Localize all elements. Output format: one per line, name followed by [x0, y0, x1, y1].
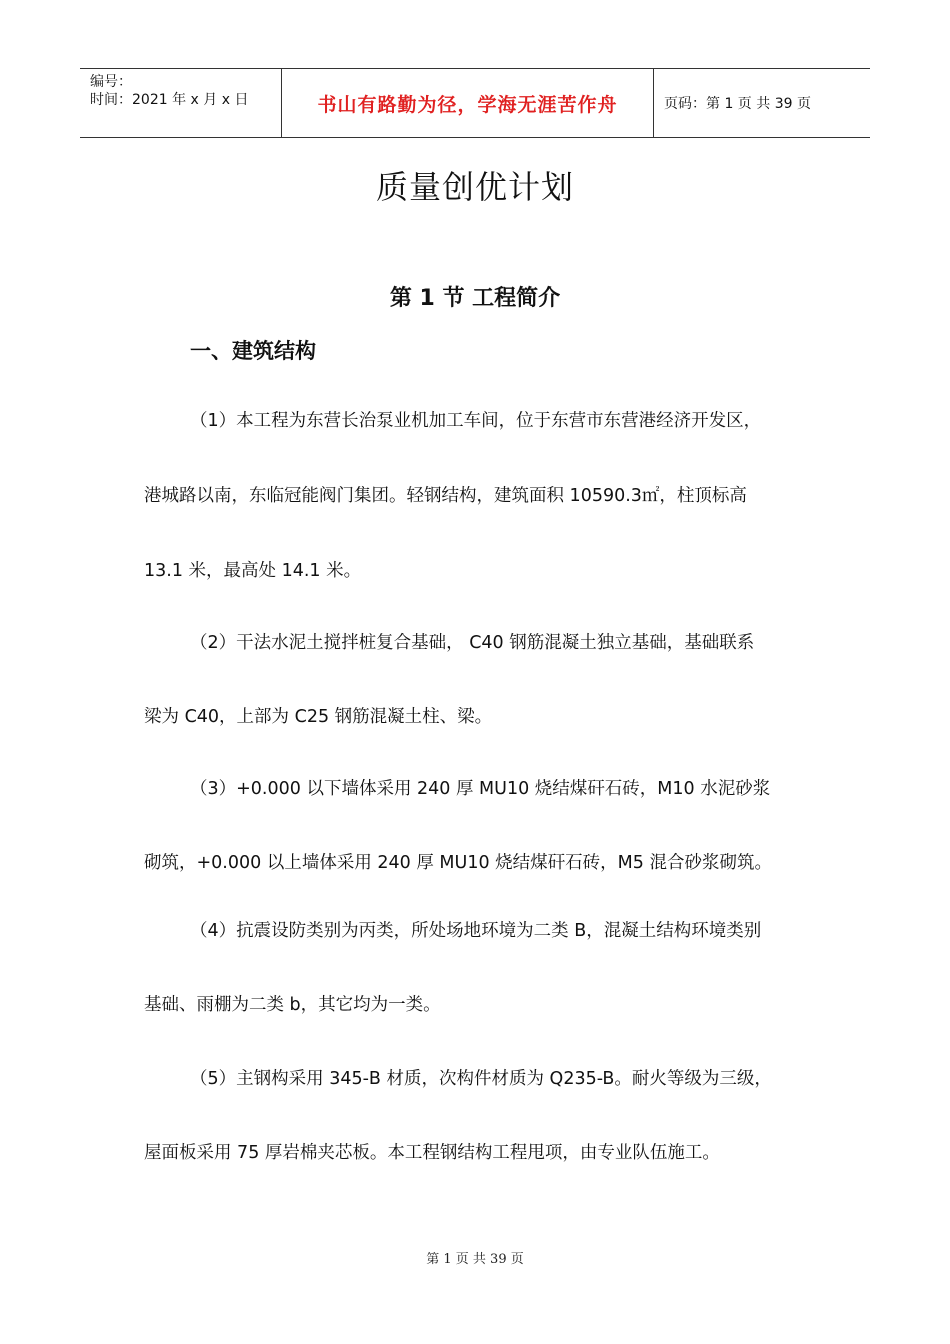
page-footer: 第 1 页 共 39 页: [426, 1252, 524, 1267]
subsection-heading: 一、建筑结构: [190, 339, 316, 363]
paragraph-line: （4）抗震设防类别为丙类，所处场地环境为二类 B，混凝土结构环境类别: [190, 921, 762, 941]
paragraph-line: （2）干法水泥土搅拌桩复合基础， C40 钢筋混凝土独立基础，基础联系: [190, 633, 755, 653]
serial-label: 编号：: [90, 74, 132, 90]
paragraph-line: 基础、雨棚为二类 b，其它均为一类。: [144, 995, 441, 1015]
paragraph-line: 13.1 米，最高处 14.1 米。: [144, 561, 362, 581]
page-header: [80, 68, 870, 138]
paragraph-line: 屋面板采用 75 厚岩棉夹芯板。本工程钢结构工程甩项，由专业队伍施工。: [144, 1143, 720, 1163]
header-page-info: 页码：第 1 页 共 39 页: [664, 96, 811, 112]
paragraph-line: （1）本工程为东营长治泵业机加工车间，位于东营市东营港经济开发区，: [190, 411, 762, 431]
paragraph-line: 砌筑，+0.000 以上墙体采用 240 厚 MU10 烧结煤矸石砖，M5 混合砂浆砌筑。: [144, 853, 772, 873]
document-title: 质量创优计划: [375, 168, 574, 206]
header-meta: [80, 69, 282, 137]
section-heading: 第 1 节 工程简介: [389, 286, 561, 311]
paragraph-line: （3）+0.000 以下墙体采用 240 厚 MU10 烧结煤矸石砖，M10 水泥砂浆: [190, 779, 771, 799]
paragraph-line: 港城路以南，东临冠能阀门集团。轻钢结构，建筑面积 10590.3㎡，柱顶标高: [144, 486, 747, 506]
header-motto-cell: [282, 69, 654, 137]
header-motto: 书山有路勤为径，学海无涯苦作舟: [317, 93, 618, 116]
time-label: 时间：2021 年 x 月 x 日: [90, 92, 249, 108]
paragraph-line: （5）主钢构采用 345-B 材质，次构件材质为 Q235-B。耐火等级为三级，: [190, 1069, 772, 1089]
paragraph-line: 梁为 C40，上部为 C25 钢筋混凝土柱、梁。: [144, 707, 493, 727]
